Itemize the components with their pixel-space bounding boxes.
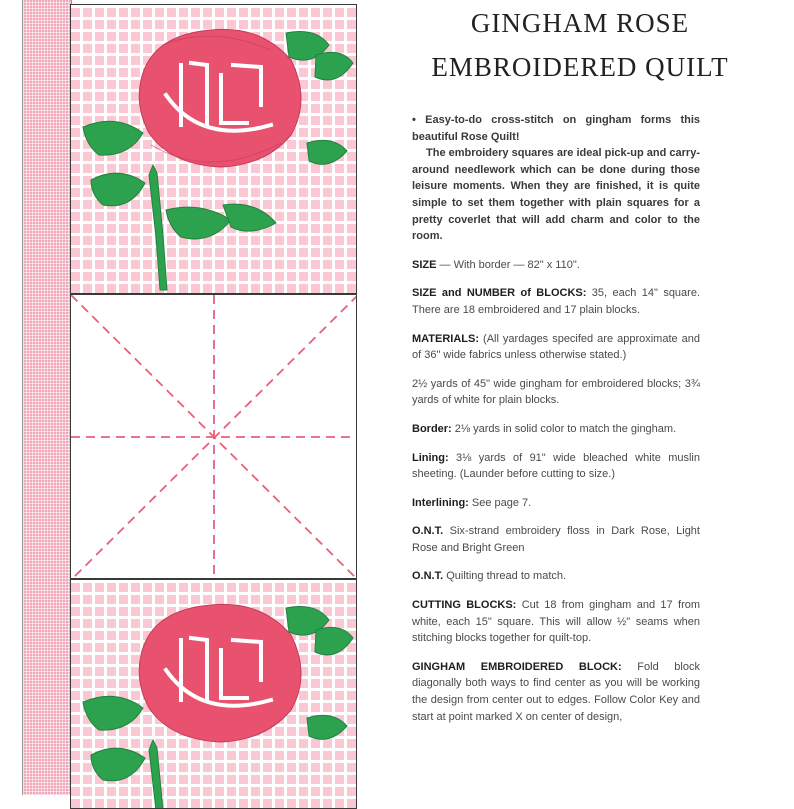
materials-section: MATERIALS: (All yardages specifed are approximate and of 36" wide fabrics unless otherwise stated.): [412, 332, 700, 362]
rose-embroidery-illustration: [71, 580, 357, 809]
intro-paragraph-2: The embroidery squares are ideal pick-up and carry-around needlework which can be done during those leisure moments. When they are finished, it is quite simple to set them together with plain squares for a pretty coverlet that will add charm and color to the room.: [412, 147, 700, 243]
page-title-line-2: EMBROIDERED QUILT: [431, 52, 729, 82]
leaf: [315, 52, 353, 80]
rose-embroidery-illustration: [71, 5, 357, 294]
quilt-border-strip: [22, 0, 72, 795]
leaf: [83, 121, 143, 155]
plain-quilting-block: [70, 294, 357, 579]
quilting-pattern-lines: [71, 295, 357, 579]
cutting-section: CUTTING BLOCKS: Cut 18 from gingham and 17 from white, each 15" square. This will allow ½" seams when stitching blocks together for quilt-top.: [412, 599, 701, 645]
leaf: [83, 696, 143, 730]
embroidered-rose-block-bottom: [70, 579, 357, 809]
interlining-section: Interlining: See page 7.: [412, 496, 532, 509]
page-title-line-1: GINGHAM ROSE: [470, 8, 690, 38]
embroidered-rose-block-top: [70, 4, 357, 294]
leaf: [223, 204, 276, 231]
stem: [149, 165, 167, 290]
ont-floss-section: O.N.T. Six-strand embroidery floss in Dark Rose, Light Rose and Bright Green: [412, 525, 700, 554]
leaf: [307, 715, 347, 739]
instructions-column: [412, 112, 700, 737]
leaf: [166, 207, 231, 239]
blocks-section: SIZE and NUMBER of BLOCKS: 35, each 14" square. There are 18 embroidered and 17 plain blocks.: [412, 287, 701, 316]
leaf: [91, 173, 145, 206]
stem: [149, 740, 163, 809]
leaf: [91, 748, 145, 781]
lining-section: Lining: 3⅛ yards of 91" wide bleached white muslin sheeting. (Launder before cutting to size.): [412, 451, 700, 481]
leaf: [315, 627, 353, 655]
size-section: SIZE — With border — 82" x 110".: [412, 258, 580, 271]
embroidered-block-section: GINGHAM EMBROIDERED BLOCK: Fold block diagonally both ways to find center as you will be working the design from center out to edges. Follow Color Key and start at point marked X on center of design,: [412, 660, 700, 723]
intro-paragraph-1: • Easy-to-do cross-stitch on gingham forms this beautiful Rose Quilt!: [412, 114, 700, 143]
border-section: Border: 2⅛ yards in solid color to match the gingham.: [412, 422, 677, 435]
gingham-yardage: 2½ yards of 45" wide gingham for embroidered blocks; 3¾ yards of white for plain blocks.: [412, 377, 700, 407]
leaf: [307, 140, 347, 164]
ont-thread-section: O.N.T. Quilting thread to match.: [412, 570, 567, 583]
